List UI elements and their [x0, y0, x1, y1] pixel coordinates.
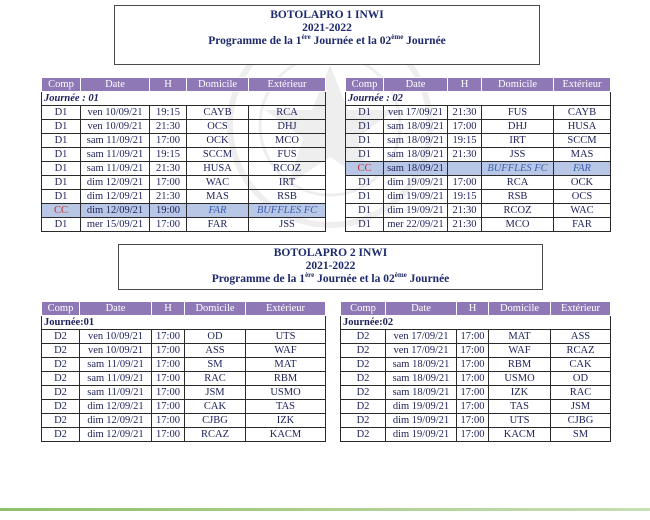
- comp-cell: D1: [42, 176, 81, 190]
- journee-row: [346, 92, 611, 106]
- time-cell: 21:30: [150, 120, 187, 134]
- time-cell: 19:15: [448, 190, 482, 204]
- comp-cell: CC: [346, 162, 384, 176]
- column-header: Comp: [42, 302, 80, 316]
- comp-cell: D1: [346, 190, 384, 204]
- away-team-cell: OCK: [554, 176, 611, 190]
- journee-row: [42, 316, 326, 330]
- comp-cell: D1: [42, 106, 81, 120]
- footer-divider: [0, 508, 650, 511]
- away-team-cell: IZK: [246, 414, 326, 428]
- column-header: Extérieur: [551, 302, 611, 316]
- match-row: [42, 330, 326, 344]
- column-header: H: [150, 78, 187, 92]
- column-header: Domicile: [187, 78, 249, 92]
- away-team-cell: RCA: [249, 106, 326, 120]
- away-team-cell: KACM: [246, 428, 326, 442]
- date-cell: sam 11/09/21: [81, 162, 150, 176]
- comp-cell: D1: [346, 134, 384, 148]
- date-cell: ven 17/09/21: [386, 344, 457, 358]
- time-cell: 19:00: [150, 204, 187, 218]
- match-row: [42, 148, 326, 162]
- date-cell: dim 19/09/21: [384, 176, 448, 190]
- comp-cell: D1: [42, 134, 81, 148]
- time-cell: 17:00: [152, 358, 185, 372]
- home-team-cell: CJBG: [185, 414, 246, 428]
- away-team-cell: RCAZ: [551, 344, 611, 358]
- comp-cell: D2: [341, 358, 386, 372]
- away-team-cell: OD: [551, 372, 611, 386]
- match-row: [341, 428, 611, 442]
- match-row: [341, 358, 611, 372]
- home-team-cell: OCK: [187, 134, 249, 148]
- time-cell: 17:00: [150, 134, 187, 148]
- comp-cell: D1: [346, 218, 384, 232]
- date-cell: sam 11/09/21: [80, 372, 152, 386]
- table-header-row: [42, 302, 326, 316]
- home-team-cell: KACM: [489, 428, 551, 442]
- comp-cell: D2: [42, 414, 80, 428]
- date-cell: dim 12/09/21: [80, 400, 152, 414]
- date-cell: dim 19/09/21: [384, 204, 448, 218]
- match-row: [346, 190, 611, 204]
- match-row: [42, 344, 326, 358]
- date-cell: sam 18/09/21: [384, 120, 448, 134]
- section1-season: 2021-2022: [302, 22, 352, 34]
- home-team-cell: JSM: [185, 386, 246, 400]
- away-team-cell: JSS: [249, 218, 326, 232]
- time-cell: 17:00: [152, 372, 185, 386]
- time-cell: 17:00: [152, 330, 185, 344]
- away-team-cell: FAR: [554, 218, 611, 232]
- match-row: [42, 218, 326, 232]
- home-team-cell: WAF: [489, 344, 551, 358]
- journee-label: Journée : 01: [42, 92, 326, 106]
- time-cell: 21:30: [448, 204, 482, 218]
- away-team-cell: BUFFLES FC: [249, 204, 326, 218]
- comp-cell: D2: [42, 358, 80, 372]
- column-header: Domicile: [482, 78, 554, 92]
- match-row: [42, 428, 326, 442]
- match-row: [341, 344, 611, 358]
- home-team-cell: FAR: [187, 218, 249, 232]
- match-row: [346, 134, 611, 148]
- date-cell: ven 17/09/21: [384, 106, 448, 120]
- away-team-cell: SCCM: [554, 134, 611, 148]
- home-team-cell: USMO: [489, 372, 551, 386]
- time-cell: 17:00: [448, 120, 482, 134]
- time-cell: 21:30: [448, 148, 482, 162]
- home-team-cell: WAC: [187, 176, 249, 190]
- comp-cell: D2: [341, 386, 386, 400]
- match-row: [42, 162, 326, 176]
- match-row: [42, 106, 326, 120]
- home-team-cell: RCOZ: [482, 204, 554, 218]
- table-header-row: [42, 78, 326, 92]
- journee-row: [341, 316, 611, 330]
- match-row: [341, 372, 611, 386]
- date-cell: sam 18/09/21: [384, 148, 448, 162]
- match-row: [42, 386, 326, 400]
- comp-cell: D1: [42, 148, 81, 162]
- date-cell: dim 12/09/21: [80, 428, 152, 442]
- home-team-cell: MCO: [482, 218, 554, 232]
- journee-label: Journée : 02: [346, 92, 611, 106]
- date-cell: dim 19/09/21: [386, 414, 457, 428]
- away-team-cell: CAK: [551, 358, 611, 372]
- d2-journee2-table: [340, 301, 611, 442]
- section2-title-box: [118, 244, 543, 290]
- home-team-cell: RBM: [489, 358, 551, 372]
- date-cell: dim 12/09/21: [80, 414, 152, 428]
- comp-cell: D2: [341, 344, 386, 358]
- home-team-cell: IZK: [489, 386, 551, 400]
- match-row: [42, 190, 326, 204]
- comp-cell: D2: [341, 400, 386, 414]
- home-team-cell: RSB: [482, 190, 554, 204]
- away-team-cell: DHJ: [249, 120, 326, 134]
- away-team-cell: MCO: [249, 134, 326, 148]
- away-team-cell: WAC: [554, 204, 611, 218]
- home-team-cell: ASS: [185, 344, 246, 358]
- section2-title: BOTOLAPRO 2 INWI: [273, 247, 388, 259]
- date-cell: ven 10/09/21: [81, 106, 150, 120]
- journee-row: [42, 92, 326, 106]
- time-cell: 17:00: [457, 372, 489, 386]
- comp-cell: D2: [42, 330, 80, 344]
- home-team-cell: SCCM: [187, 148, 249, 162]
- away-team-cell: WAF: [246, 344, 326, 358]
- away-team-cell: RSB: [249, 190, 326, 204]
- home-team-cell: UTS: [489, 414, 551, 428]
- away-team-cell: UTS: [246, 330, 326, 344]
- home-team-cell: TAS: [489, 400, 551, 414]
- home-team-cell: RCA: [482, 176, 554, 190]
- section2-season: 2021-2022: [305, 260, 356, 272]
- comp-cell: D1: [42, 162, 81, 176]
- away-team-cell: USMO: [246, 386, 326, 400]
- time-cell: 19:15: [150, 148, 187, 162]
- home-team-cell: RAC: [185, 372, 246, 386]
- date-cell: mer 22/09/21: [384, 218, 448, 232]
- match-row: [346, 204, 611, 218]
- match-row: [346, 106, 611, 120]
- match-row: [341, 414, 611, 428]
- away-team-cell: CAYB: [554, 106, 611, 120]
- time-cell: 17:00: [457, 330, 489, 344]
- date-cell: sam 18/09/21: [386, 386, 457, 400]
- date-cell: dim 12/09/21: [81, 204, 150, 218]
- time-cell: 17:00: [150, 218, 187, 232]
- section1-programme: Programme de la 1ère Journée et la 02ème Journée: [208, 33, 446, 47]
- journee-label: Journée:02: [341, 316, 611, 330]
- home-team-cell: DHJ: [482, 120, 554, 134]
- home-team-cell: CAK: [185, 400, 246, 414]
- away-team-cell: RAC: [551, 386, 611, 400]
- time-cell: 17:00: [457, 414, 489, 428]
- date-cell: sam 11/09/21: [81, 134, 150, 148]
- section2-programme: Programme de la 1ère Journée et la 02ème Journée: [211, 271, 450, 285]
- away-team-cell: MAS: [554, 148, 611, 162]
- time-cell: 19:15: [150, 106, 187, 120]
- time-cell: 21:30: [448, 218, 482, 232]
- away-team-cell: RBM: [246, 372, 326, 386]
- away-team-cell: JSM: [551, 400, 611, 414]
- home-team-cell: FUS: [482, 106, 554, 120]
- column-header: H: [448, 78, 482, 92]
- date-cell: sam 18/09/21: [386, 372, 457, 386]
- comp-cell: D2: [42, 400, 80, 414]
- date-cell: sam 11/09/21: [80, 358, 152, 372]
- column-header: Domicile: [185, 302, 246, 316]
- date-cell: dim 12/09/21: [81, 176, 150, 190]
- match-row: [346, 162, 611, 176]
- comp-cell: D2: [341, 414, 386, 428]
- time-cell: 17:00: [152, 428, 185, 442]
- time-cell: 17:00: [457, 428, 489, 442]
- column-header: Extérieur: [246, 302, 326, 316]
- comp-cell: D1: [346, 204, 384, 218]
- home-team-cell: FAR: [187, 204, 249, 218]
- date-cell: mer 15/09/21: [81, 218, 150, 232]
- home-team-cell: BUFFLES FC: [482, 162, 554, 176]
- match-row: [346, 218, 611, 232]
- date-cell: sam 18/09/21: [384, 162, 448, 176]
- comp-cell: D2: [341, 428, 386, 442]
- date-cell: sam 18/09/21: [384, 134, 448, 148]
- column-header: Date: [384, 78, 448, 92]
- time-cell: 21:30: [448, 106, 482, 120]
- column-header: Comp: [42, 78, 81, 92]
- home-team-cell: MAT: [489, 330, 551, 344]
- home-team-cell: CAYB: [187, 106, 249, 120]
- home-team-cell: HUSA: [187, 162, 249, 176]
- time-cell: 17:00: [152, 386, 185, 400]
- date-cell: sam 18/09/21: [386, 358, 457, 372]
- time-cell: 17:00: [150, 176, 187, 190]
- section1-title: BOTOLAPRO 1 INWI: [270, 9, 384, 21]
- comp-cell: D1: [346, 148, 384, 162]
- date-cell: ven 10/09/21: [80, 330, 152, 344]
- home-team-cell: RCAZ: [185, 428, 246, 442]
- match-row: [42, 372, 326, 386]
- date-cell: sam 11/09/21: [80, 386, 152, 400]
- section1-title-box: [114, 5, 540, 65]
- comp-cell: D2: [341, 330, 386, 344]
- away-team-cell: TAS: [246, 400, 326, 414]
- column-header: Domicile: [489, 302, 551, 316]
- match-row: [42, 134, 326, 148]
- away-team-cell: IRT: [249, 176, 326, 190]
- comp-cell: D1: [42, 190, 81, 204]
- home-team-cell: MAS: [187, 190, 249, 204]
- time-cell: [448, 162, 482, 176]
- date-cell: dim 19/09/21: [384, 190, 448, 204]
- column-header: Comp: [346, 78, 384, 92]
- home-team-cell: OD: [185, 330, 246, 344]
- time-cell: 17:00: [457, 400, 489, 414]
- column-header: Date: [386, 302, 457, 316]
- match-row: [42, 204, 326, 218]
- d2-journee1-table: [41, 301, 326, 442]
- time-cell: 17:00: [457, 358, 489, 372]
- home-team-cell: SM: [185, 358, 246, 372]
- away-team-cell: SM: [551, 428, 611, 442]
- date-cell: ven 10/09/21: [80, 344, 152, 358]
- match-row: [341, 386, 611, 400]
- home-team-cell: JSS: [482, 148, 554, 162]
- comp-cell: D1: [42, 218, 81, 232]
- match-row: [341, 400, 611, 414]
- date-cell: sam 11/09/21: [81, 148, 150, 162]
- match-row: [42, 414, 326, 428]
- comp-cell: D2: [42, 386, 80, 400]
- time-cell: 17:00: [152, 400, 185, 414]
- column-header: Extérieur: [249, 78, 326, 92]
- date-cell: dim 19/09/21: [386, 428, 457, 442]
- home-team-cell: IRT: [482, 134, 554, 148]
- away-team-cell: FUS: [249, 148, 326, 162]
- away-team-cell: CJBG: [551, 414, 611, 428]
- comp-cell: CC: [42, 204, 81, 218]
- table-header-row: [341, 302, 611, 316]
- away-team-cell: MAT: [246, 358, 326, 372]
- match-row: [42, 400, 326, 414]
- comp-cell: D1: [346, 106, 384, 120]
- column-header: H: [152, 302, 185, 316]
- away-team-cell: ASS: [551, 330, 611, 344]
- comp-cell: D1: [346, 120, 384, 134]
- date-cell: dim 19/09/21: [386, 400, 457, 414]
- home-team-cell: OCS: [187, 120, 249, 134]
- match-row: [341, 330, 611, 344]
- date-cell: ven 10/09/21: [81, 120, 150, 134]
- time-cell: 21:30: [150, 190, 187, 204]
- table-header-row: [346, 78, 611, 92]
- comp-cell: D2: [42, 372, 80, 386]
- d1-journee2-table: [345, 77, 611, 232]
- time-cell: 19:15: [448, 134, 482, 148]
- column-header: Extérieur: [554, 78, 611, 92]
- comp-cell: D2: [42, 344, 80, 358]
- away-team-cell: HUSA: [554, 120, 611, 134]
- match-row: [42, 176, 326, 190]
- match-row: [346, 176, 611, 190]
- journee-label: Journée:01: [42, 316, 326, 330]
- away-team-cell: RCOZ: [249, 162, 326, 176]
- time-cell: 17:00: [457, 386, 489, 400]
- comp-cell: D1: [346, 176, 384, 190]
- comp-cell: D1: [42, 120, 81, 134]
- date-cell: dim 12/09/21: [81, 190, 150, 204]
- column-header: H: [457, 302, 489, 316]
- column-header: Comp: [341, 302, 386, 316]
- match-row: [42, 358, 326, 372]
- time-cell: 21:30: [150, 162, 187, 176]
- d1-journee1-table: [41, 77, 326, 232]
- match-row: [346, 120, 611, 134]
- time-cell: 17:00: [152, 414, 185, 428]
- comp-cell: D2: [341, 372, 386, 386]
- away-team-cell: FAR: [554, 162, 611, 176]
- date-cell: ven 17/09/21: [386, 330, 457, 344]
- match-row: [346, 148, 611, 162]
- time-cell: 17:00: [152, 344, 185, 358]
- comp-cell: D2: [42, 428, 80, 442]
- time-cell: 17:00: [457, 344, 489, 358]
- time-cell: 17:00: [448, 176, 482, 190]
- column-header: Date: [81, 78, 150, 92]
- match-row: [42, 120, 326, 134]
- away-team-cell: OCS: [554, 190, 611, 204]
- column-header: Date: [80, 302, 152, 316]
